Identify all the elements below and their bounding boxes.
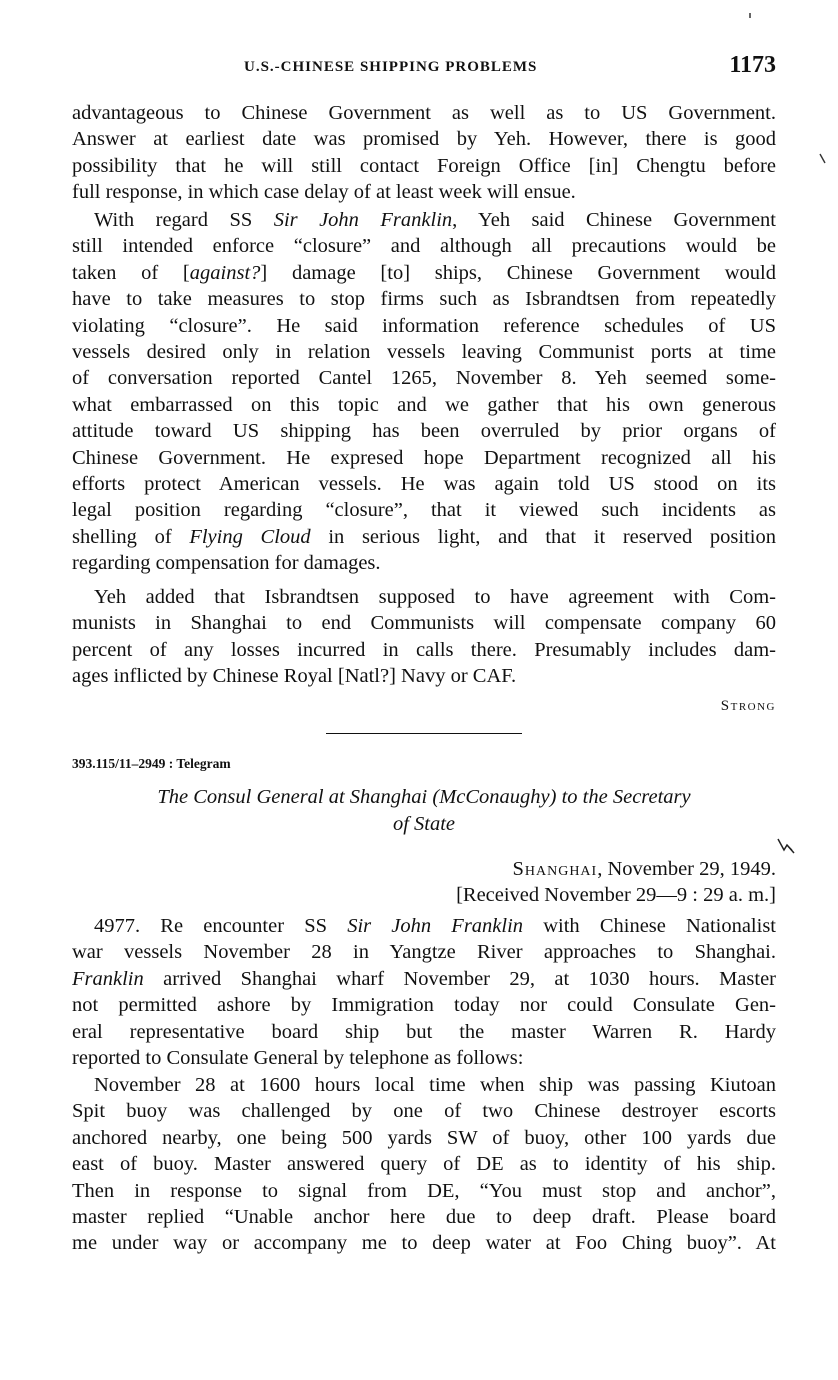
- text-line: legal position regarding “closure”, that it viewed such incidents as: [72, 499, 776, 522]
- received-line: [Received November 29—9 : 29 a. m.]: [456, 884, 776, 906]
- text-line: Spit buoy was challenged by one of two Chinese destroyer escorts: [72, 1100, 776, 1123]
- text-line: Yeh added that Isbrandtsen supposed to have agreement with Com-: [94, 586, 776, 608]
- text-line: [72, 207, 776, 233]
- dateline: [512, 858, 776, 881]
- text-line: [72, 524, 776, 550]
- text-line: possibility that he will still contact Foreign Office [in] Chengtu before: [72, 154, 776, 177]
- text-fragment: With regard SS: [94, 209, 274, 231]
- text-line: [72, 260, 776, 286]
- text-line: Answer at earliest date was promised by Yeh. However, there is good: [72, 128, 776, 151]
- dateline-date: , November 29, 1949.: [597, 858, 776, 880]
- text-fragment: ] damage [to] ships, Chinese Government would: [260, 261, 776, 284]
- stray-dot-mark: [747, 12, 753, 20]
- paragraph-november-28: [72, 1072, 776, 1257]
- text-line: war vessels November 28 in Yangtze River approaches to Shanghai.: [72, 941, 776, 964]
- text-line: attitude toward US shipping has been overruled by prior organs of: [72, 420, 776, 443]
- text-line: still intended enforce “closure” and although all precautions would be: [72, 235, 776, 258]
- editorial-insertion: against?: [189, 261, 261, 284]
- text-fragment: shelling of: [72, 525, 190, 548]
- text-line: ages inflicted by Chinese Royal [Natl?] Navy or CAF.: [72, 665, 517, 688]
- paragraph-yeh-franklin: [72, 207, 776, 576]
- text-fragment: 4977. Re encounter SS: [94, 915, 348, 937]
- document-title-line: of State: [392, 813, 456, 835]
- text-line: east of buoy. Master answered query of DE as to identity of his ship.: [72, 1153, 776, 1176]
- text-line: [72, 913, 776, 939]
- text-line: violating “closure”. He said information reference schedules of US: [72, 314, 776, 337]
- text-line: munists in Shanghai to end Communists will compensate company 60: [72, 612, 776, 635]
- ship-name: Flying Cloud: [189, 525, 311, 548]
- text-line: reported to Consulate General by telephone as follows:: [72, 1046, 524, 1069]
- text-fragment: arrived Shanghai wharf November 29, at 1030 hours. Master: [143, 967, 776, 990]
- document-title-line: The Consul General at Shanghai (McConaughy) to the Secretary: [157, 786, 691, 808]
- page-number: 1173: [729, 52, 776, 78]
- text-line: regarding compensation for damages.: [72, 552, 381, 575]
- text-fragment: taken of [: [72, 261, 190, 284]
- stray-tick-mark: [818, 152, 828, 166]
- text-line: what embarrassed on this topic and we gather that his own generous: [72, 393, 776, 416]
- text-line: full response, in which case delay of at least week will ensue.: [72, 181, 576, 204]
- signature: Strong: [720, 698, 776, 714]
- ship-name: Sir John Franklin: [273, 209, 453, 231]
- page-header: [72, 52, 776, 82]
- text-line: advantageous to Chinese Government as well as to US Government.: [72, 102, 776, 124]
- text-fragment: , Yeh said Chinese Government: [452, 209, 776, 231]
- text-line: efforts protect American vessels. He was again told US stood on its: [72, 472, 776, 495]
- pencil-check-mark: [775, 836, 797, 858]
- text-line: eral representative board ship but the master Warren R. Hardy: [72, 1020, 776, 1043]
- text-line: Chinese Government. He expresed hope Department recognized all his: [72, 446, 776, 469]
- ship-name: Sir John Franklin: [347, 915, 524, 937]
- file-reference: 393.115/11–2949 : Telegram: [72, 756, 231, 771]
- text-line: percent of any losses incurred in calls there. Presumably includes dam-: [72, 638, 776, 661]
- text-line: me under way or accompany me to deep water at Foo Ching buoy”. At: [72, 1232, 776, 1255]
- document-title: [72, 784, 776, 838]
- dateline-city: Shanghai: [512, 858, 598, 880]
- text-fragment: in serious light, and that it reserved position: [310, 525, 776, 548]
- running-title: U.S.-CHINESE SHIPPING PROBLEMS: [244, 59, 538, 75]
- text-line: November 28 at 1600 hours local time when ship was passing Kiutoan: [94, 1074, 776, 1096]
- text-line: not permitted ashore by Immigration today nor could Consulate Gen-: [72, 994, 776, 1017]
- text-line: anchored nearby, one being 500 yards SW of buoy, other 100 yards due: [72, 1126, 776, 1149]
- text-line: vessels desired only in relation vessels leaving Communist ports at time: [72, 340, 776, 363]
- paragraph-telegram-4977: [72, 913, 776, 1071]
- section-divider: [326, 733, 522, 734]
- text-fragment: with Chinese Nationalist: [523, 915, 776, 937]
- ship-name: Franklin: [72, 967, 144, 990]
- text-line: have to take measures to stop firms such as Isbrandtsen from repeatedly: [72, 288, 776, 311]
- text-line: Then in response to signal from DE, “You must stop and anchor”,: [72, 1179, 776, 1202]
- text-line: [72, 966, 776, 992]
- text-line: of conversation reported Cantel 1265, November 8. Yeh seemed some-: [72, 367, 776, 390]
- text-line: master replied “Unable anchor here due to deep draft. Please board: [72, 1205, 776, 1228]
- paragraph-isbrandtsen: [72, 584, 776, 690]
- paragraph-continued: [72, 100, 776, 206]
